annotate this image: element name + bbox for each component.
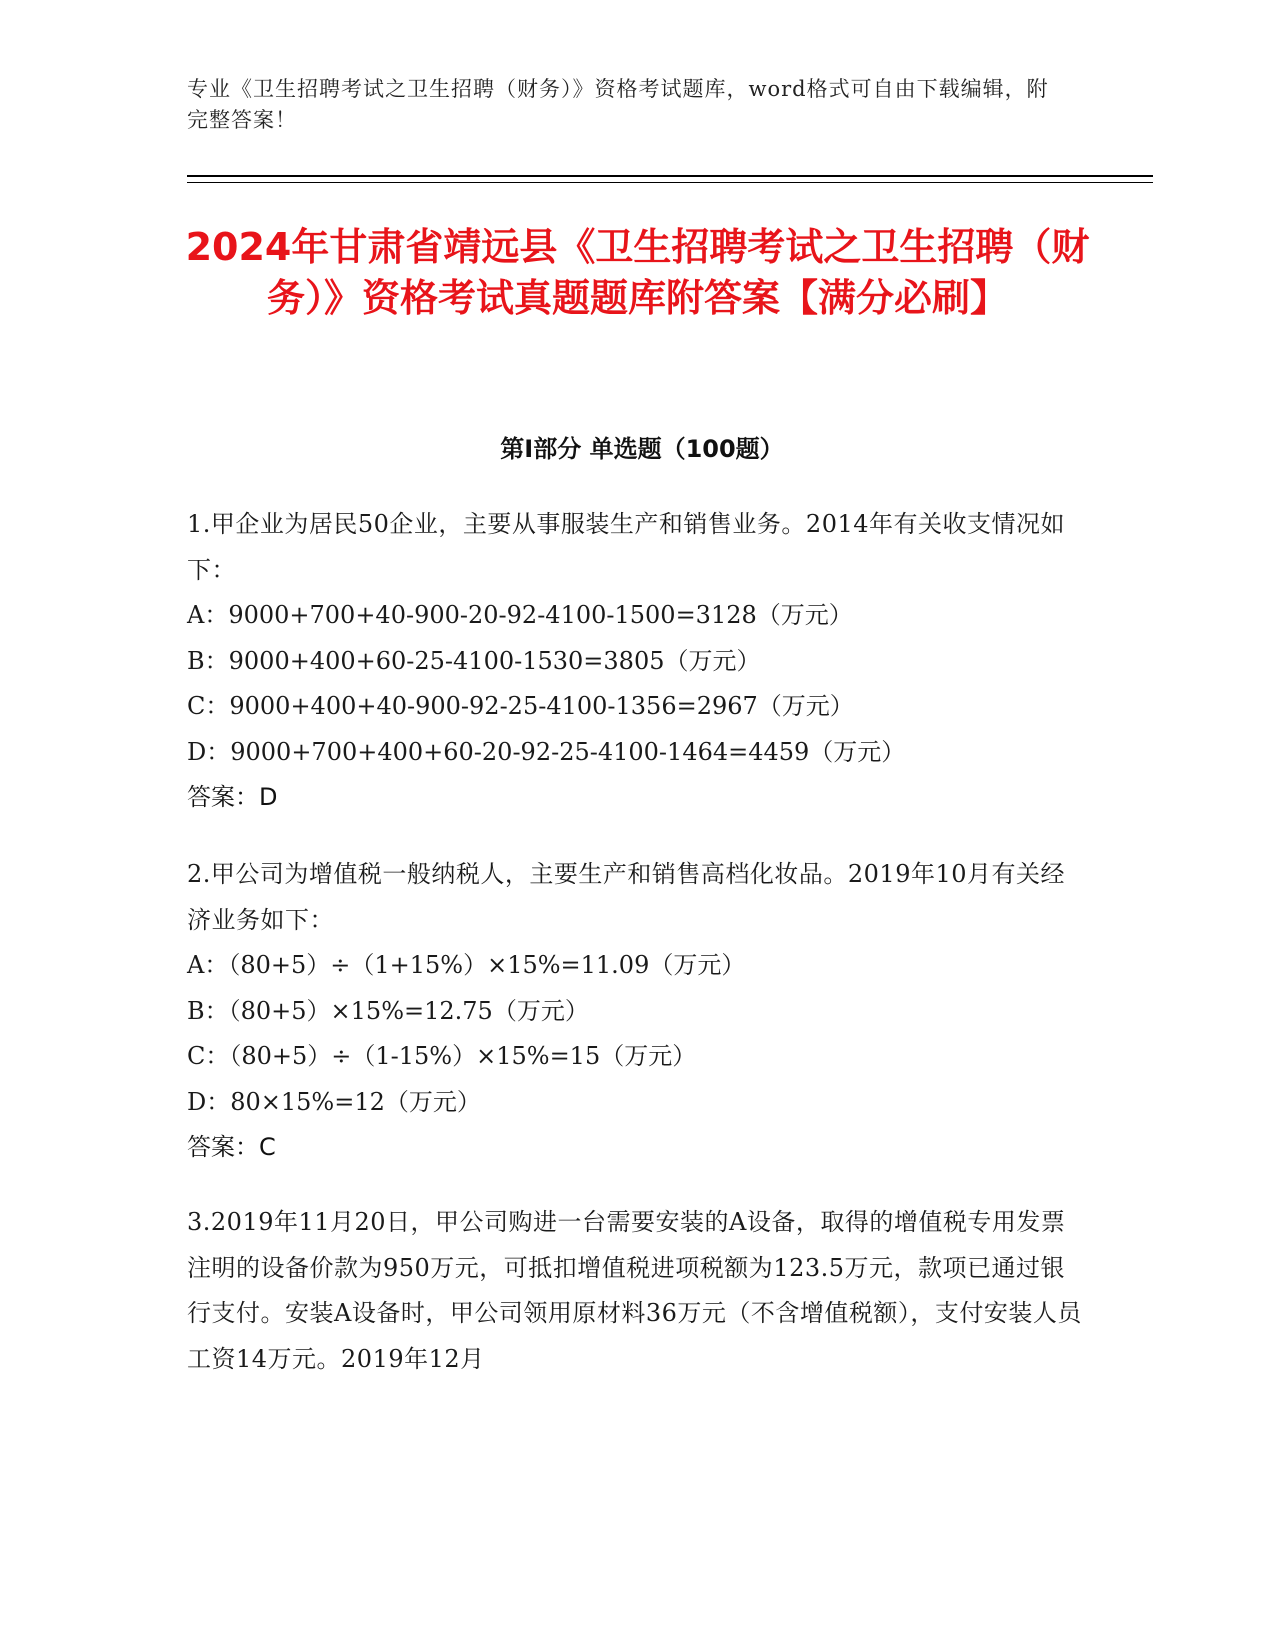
answer-label: 答案：C: [187, 1133, 276, 1161]
header-divider: [187, 175, 1153, 177]
document-title: 2024年甘肃省靖远县《卫生招聘考试之卫生招聘（财务）》资格考试真题题库附答案【满分必刷】: [185, 225, 1090, 320]
option-a: A：（80+5）÷（1+15%）×15%=11.09（万元）: [187, 951, 746, 979]
header-note: 专业《卫生招聘考试之卫生招聘（财务）》资格考试题库，word格式可自由下载编辑，附完整答案！: [187, 77, 1049, 132]
question-stem: 2.甲公司为增值税一般纳税人，主要生产和销售高档化妆品。2019年10月有关经济业务如下：: [187, 860, 1066, 934]
option-d: D：9000+700+400+60-20-92-25-4100-1464=4459（万元）: [187, 737, 906, 766]
option-b: B：9000+400+60-25-4100-1530=3805（万元）: [187, 646, 761, 675]
option-b: B：（80+5）×15%=12.75（万元）: [187, 996, 589, 1025]
question-stem: 3.2019年11月20日，甲公司购进一台需要安装的A设备，取得的增值税专用发票注明的设备价款为950万元，可抵扣增值税进项税额为123.5万元，款项已通过银行支付。安装A设备时，甲公司领用原材料36万元（不含增值税额），支付安装人员工资14万元。2019年12月: [187, 1208, 1082, 1373]
section-title: 第I部分 单选题（100题）: [500, 435, 784, 463]
option-c: C：9000+400+40-900-92-25-4100-1356=2967（万元）: [187, 692, 854, 720]
question-1: [187, 502, 1087, 821]
answer-label: 答案：D: [187, 783, 278, 811]
option-c: C：（80+5）÷（1-15%）×15%=15（万元）: [187, 1042, 697, 1070]
question-2: [187, 852, 1087, 1171]
question-3: [187, 1200, 1087, 1382]
header-divider-thin: [187, 182, 1153, 183]
question-stem: 1.甲企业为居民50企业，主要从事服装生产和销售业务。2014年有关收支情况如下：: [187, 510, 1066, 584]
option-a: A：9000+700+40-900-20-92-4100-1500=3128（万元）: [187, 601, 853, 629]
option-d: D：80×15%=12（万元）: [187, 1087, 481, 1116]
